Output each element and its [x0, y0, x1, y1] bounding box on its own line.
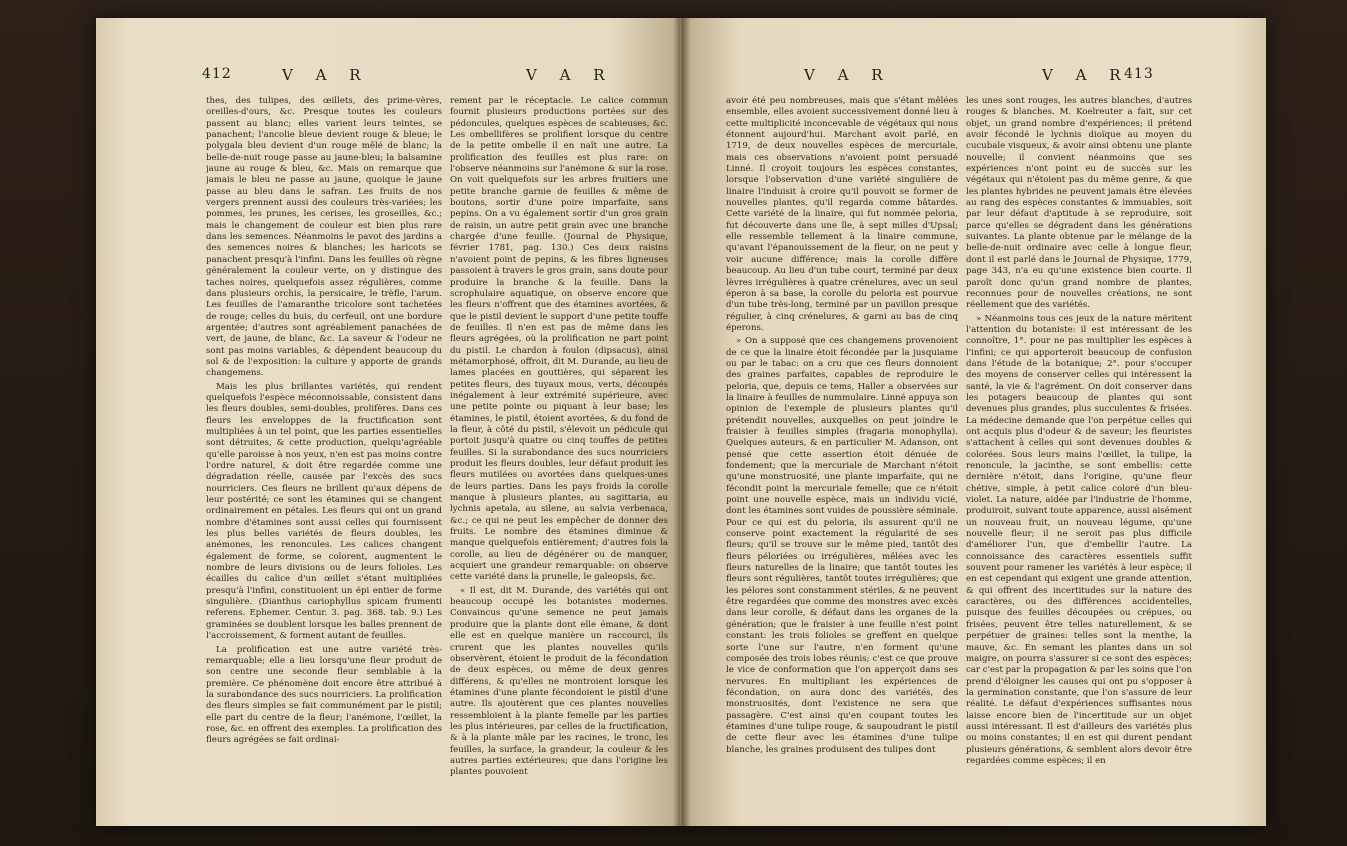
paragraph: « Il est, dit M. Durande, des variétés qui ont beaucoup occupé les botanistes modernes. Convaincus qu'une semence ne peut jamais produire que la plante dont elle émane, & dont elle est en quelque manière un raccourci, ils crurent que les plantes nouvelles qu'ils observèrent, étoient le produit de la fécondation de deux espèces, ou même de deux genres différens, & qu'elles ne montroient lorsque les étamines d'une plante fécondoient le pistil d'une autre. Ils ajoutèrent que ces plantes nouvelles ressembloient à la plante femelle par les parties les plus intérieures, par celles de la fructification, & à la plante mâle par les racines, le tronc, les feuilles, la surface, la grandeur, la couleur & les autres parties extérieures; que dans l'origine les plantes pouvoient	[450, 585, 668, 778]
open-book	[96, 18, 1266, 826]
paragraph: La prolification est une autre variété très-remarquable; elle a lieu lorsqu'une fleur produit de son centre une seconde fleur semblable à la première. Ce phénomène doit encore être attribué à la surabondance des sucs nourriciers. La prolification des fleurs simples se fait communément par le pistil; elle part du centre de la fleur; l'anémone, l'œillet, la rose, &c. en offrent des exemples. La prolification des fleurs agrégées se fait ordinai-	[206, 644, 442, 746]
right-page-header	[682, 66, 1266, 90]
left-page	[96, 18, 680, 826]
right-page-number: 413	[1124, 66, 1154, 82]
paragraph: Mais les plus brillantes variétés, qui rendent quelquefois l'espèce méconnoissable, consistent dans les fleurs doubles, semi-doubles, prolifères. Dans ces fleurs les enveloppes de la fructification sont multipliées à un tel point, que les parties essentielles sont détruites, & cette production, quelqu'agréable qu'elle paroisse à nos yeux, n'en est pas moins contre l'ordre naturel, & doit être regardée comme une dégradation réelle, causée par l'excès des sucs nourriciers. Ces fleurs ne brillent qu'aux dépens de leur postérité; ce sont les étamines qui se changent ordinairement en pétales. Les fleurs qui ont un grand nombre d'étamines sont aussi celles qui fournissent les plus belles variétés de fleurs doubles, les anémones, les renoncules. Les calices changent également de forme, se colorent, augmentent le nombre de leurs divisions ou de leurs folioles. Les écailles du calice d'un œillet s'étant multipliées presqu'à l'infini, constituoient un épi entier de forme singulière. (Dianthus cariophyllus spicam frumenti referens. Ephemer. Centur. 3. pag. 368. tab. 9.) Les graminées se doublent lorsque les balles prennent de l'accroissement, & forment autant de feuilles.	[206, 381, 442, 642]
paragraph: avoir été peu nombreuses, mais que s'étant mêlées ensemble, elles avoient successivement donné lieu à cette multiplicité inconcevable de végétaux qui nous étonnent aujourd'hui. Marchant avoit parlé, en 1719, de deux nouvelles espèces de mercuriale, mais ces observations n'avoient point persuadé Linné. Il croyoit toujours les espèces constantes, lorsque l'observation d'une variété singulière de linaire l'induisit à croire qu'il pouvoit se former de nouvelles plantes, qu'il regarda comme bâtardes. Cette variété de la linaire, qui fut nommée peloria, fut découverte dans une île, à sept milles d'Upsal; elle ressemble tellement à la linaire commune, qu'avant l'épanouissement de la fleur, on ne peut y voir aucune différence; mais la corolle diffère beaucoup. Au lieu d'un tube court, terminé par deux lèvres irrégulières à quatre crénelures, avec un seul éperon à sa base, la corolle du peloria est pourvue d'un tube très-long, terminé par un pavillon presque régulier, à cinq crénelures, & garni au bas de cinq éperons.	[726, 96, 958, 333]
right-running-head-1: V A R	[804, 66, 892, 84]
right-page-column-1	[726, 96, 958, 808]
left-page-number: 412	[202, 66, 232, 82]
left-running-head-2: V A R	[526, 66, 614, 84]
right-page-column-2	[966, 96, 1192, 808]
book-gutter	[674, 18, 690, 826]
right-running-head-2: V A R	[1042, 66, 1130, 84]
left-page-column-2	[450, 96, 668, 808]
paragraph: » Néanmoins tous ces jeux de la nature méritent l'attention du botaniste: il est intéressant de les connoître, 1°. pour ne pas multiplier les espèces à l'infini; ce qui apporteroit beaucoup de confusion dans l'étude de la botanique; 2°. pour s'occuper des moyens de conserver celles qui intéressent la santé, la vie & l'agrément. On doit conserver dans les potagers beaucoup de plantes qui sont devenues plus grandes, plus succulentes & frisées. La médecine demande que l'on perpétue celles qui ont acquis plus d'odeur & de saveur; les fleuristes s'attachent à celles qui sont devenues doubles & colorées. Sous leurs mains l'œillet, la tulipe, la renoncule, la jacinthe, se sont embellis: cette dernière n'étoit, dans l'origine, qu'une fleur chétive, simple, à petit calice coloré d'un bleu-violet. La nature, aidée par l'industrie de l'homme, produiroit, suivant toute apparence, aussi aisément un nouveau fruit, un nouveau légume, qu'une nouvelle fleur; il ne seroit pas plus difficile d'améliorer l'un, que d'embellir l'autre. La connoissance des caractères essentiels suffit souvent pour ramener les variétés à leur espèce; il en est cependant qui exigent une grande attention, & qui offrent des incertitudes sur la nature des caractères, ou des différences accidentelles, puisque des feuilles découpées ou crépues, ou frisées, peuvent être telles naturellement, & se perpétuer de graines: telles sont la menthe, la mauve, &c. En semant les plantes dans un sol maigre, on pourra s'assurer si ce sont des espèces; car c'est par la propagation & par les soins que l'on prend d'éloigner les causes qui ont pu s'opposer à la germination constante, que l'on s'assure de leur réalité. Le défaut d'expériences suffisantes nous laisse encore bien de l'incertitude sur un objet aussi intéressant. Il est d'ailleurs des variétés plus ou moins constantes; il en est qui durent pendant plusieurs générations, & semblent alors devoir être regardées comme espèces; il en	[966, 313, 1192, 766]
left-page-column-1	[206, 96, 442, 808]
paragraph: » On a supposé que ces changemens provenoient de ce que la linaire étoit fécondée par la jusquiame ou par le tabac: on a cru que ces fleurs donnoient des graines parfaites, capables de reproduire le peloria, que, depuis ce tems, Haller a observées sur la linaire à feuilles de nummulaire. Linné appuya son opinion de l'exemple de plusieurs plantes qu'il prétendit nouvelles, auxquelles on peut joindre le fraisier à feuilles simples (fragaria monophylla). Quelques auteurs, & en particulier M. Adanson, ont pensé que cette assertion étoit dénuée de fondement; que la mercuriale de Marchant n'étoit qu'une monstruosité, une plante imparfaite, qui ne fécondit point la mercuriale femelle; que ce n'étoit point une nouvelle espèce, mais un individu vicié, dont les étamines sont vuides de poussière séminale. Pour ce qui est du peloria, ils assurent qu'il ne conserve point exactement la régularité de ses fleurs; qu'il se trouve sur le même pied, tantôt des fleurs péloriées ou irrégulières, mêlées avec les fleurs naturelles de la linaire; que tantôt toutes les fleurs sont régulières, tantôt toutes irrégulières; que les pélores sont constamment stériles, & ne peuvent être regardées que comme des monstres avec excès dans leur corolle, & défaut dans les organes de la génération; que le fraisier à une feuille n'est point constant: les trois folioles se greffent en quelque sorte l'une sur l'autre, n'en forment qu'une composée des trois lobes réunis; c'est ce que prouve le vice de conformation que l'on apperçoit dans ses nervures. En multipliant les expériences de fécondation, on aura donc des variétés, des monstruosités, dont l'existence ne sera que passagère. C'est ainsi qu'en coupant toutes les étamines d'une tulipe rouge, & saupoudrant le pistil de cette fleur avec les étamines d'une tulipe blanche, les graines produisent des tulipes dont	[726, 336, 958, 755]
left-page-header	[96, 66, 680, 90]
paragraph: les unes sont rouges, les autres blanches, d'autres rouges & blanches. M. Koelreuter a fait, sur cet objet, un grand nombre d'expériences; il prétend avoir fécondé le lychnis dioïque au moyen du cucubale visqueux, & avoir ainsi obtenu une plante nouvelle; il convient néanmoins que ses expériences n'ont point eu de succès sur les végétaux qui n'étoient pas du même genre, & que les plantes hybrides ne peuvent jamais être élevées au rang des espèces constantes & immuables, soit par leur défaut d'aptitude à se reproduire, soit parce qu'elles se dégradent dans les générations suivantes. La plante obtenue par le mélange de la belle-de-nuit ordinaire avec celle à longue fleur, dont il est parlé dans le Journal de Physique, 1779, page 343, n'a eu qu'une existence bien courte. Il paroît donc qu'un grand nombre de plantes, reconnues pour de nouvelles créations, ne sont réellement que des variétés.	[966, 96, 1192, 311]
paragraph: rement par le réceptacle. Le calice commun fournit plusieurs productions portées sur des pédoncules, quelques espèces de scabieuses, &c. Les ombellifères se prolifient lorsque du centre de la petite ombelle il en naît une autre. La prolification des feuilles est plus rare: on l'observe néanmoins sur l'anémone & sur la rose. On voit quelquefois sur les arbres fruitiers une petite branche garnie de feuilles & même de boutons, sortir d'une poire imparfaite, sans pepins. On a vu également sortir d'un gros grain de raisin, un autre petit grain avec une branche chargée d'une feuille. (Journal de Physique, février 1781, pag. 130.) Ces deux raisins n'avoient point de pepins, & les fibres ligneuses passoient à travers le gros grain, sans doute pour produire la branche & la feuille. Dans la scrophulaire aquatique, on observe encore que les fleurs n'offrent que des étamines avortées, & que le pistil devient le support d'une petite touffe de feuilles. Il n'en est pas de même dans les fleurs agrégées, où la prolification ne part point du pistil. Le chardon à foulon (dipsacus), ainsi métamorphosé, offroit, dit M. Durande, au lieu de lames placées en gouttières, qui séparent les petites fleurs, des tuyaux mous, verts, découpés inégalement à leur extrémité supérieure, avec une petite pointe ou piquant à leur base; les étamines, le pistil, étoient avortées, & du fond de la fleur, à côté du pistil, s'élevoit un pédicule qui portoit jusqu'à quatre ou cinq touffes de petites feuilles. Si la surabondance des sucs nourriciers produit les fleurs doubles, leur défaut produit les fleurs mutilées ou avortées dans quelques-unes de leurs parties. Dans les pays froids la corolle manque à plusieurs plantes, au sagittaria, au lychnis apetala, au silene, au salvia verbenaca, &c.; ce qui ne peut les empêcher de donner des fruits. Le nombre des étamines diminue & manque quelquefois entièrement; d'autres fois la corolle, au lieu de dégénérer ou de manquer, acquiert une grandeur remarquable: on observe cette variété dans la prunelle, le galeopsis, &c.	[450, 96, 668, 583]
right-page	[682, 18, 1266, 826]
paragraph: thes, des tulipes, des œillets, des prime-vères, oreilles-d'ours, &c. Presque toutes les couleurs passent au blanc; elles varient leurs teintes, se panachent; l'ancolie bleue devient rouge & bleue; le polygala bleu devient d'un rouge mêlé de blanc; la belle-de-nuit rouge passe au jaune-bleu; la balsamine jaune au rouge & bleu, &c. Mais on remarque que jamais le bleu ne passe au jaune, quoique le jaune passe au bleu dans le safran. Les fruits de nos vergers prennent aussi des couleurs très-variées; les pommes, les prunes, les cerises, les groseilles, &c.; mais le changement de couleur est bien plus rare dans les semences. Néanmoins le pavot des jardins a des semences noires & blanches; les haricots se panachent presqu'à l'infini. Dans les feuilles où règne généralement la couleur verte, on y distingue des taches noires, quelquefois assez régulières, comme dans plusieurs orchis, la persicaire, le trèfle, l'arum. Les feuilles de l'amaranthe tricolore sont tachetées de rouge; celles du buis, du cerfeuil, ont une bordure argentée; d'autres sont agréablement panachées de vert, de jaune, de blanc, &c. La saveur & l'odeur ne sont pas moins variables, & dépendent beaucoup du sol & de l'exposition: la culture y apporte de grands changemens.	[206, 96, 442, 379]
left-running-head-1: V A R	[282, 66, 370, 84]
